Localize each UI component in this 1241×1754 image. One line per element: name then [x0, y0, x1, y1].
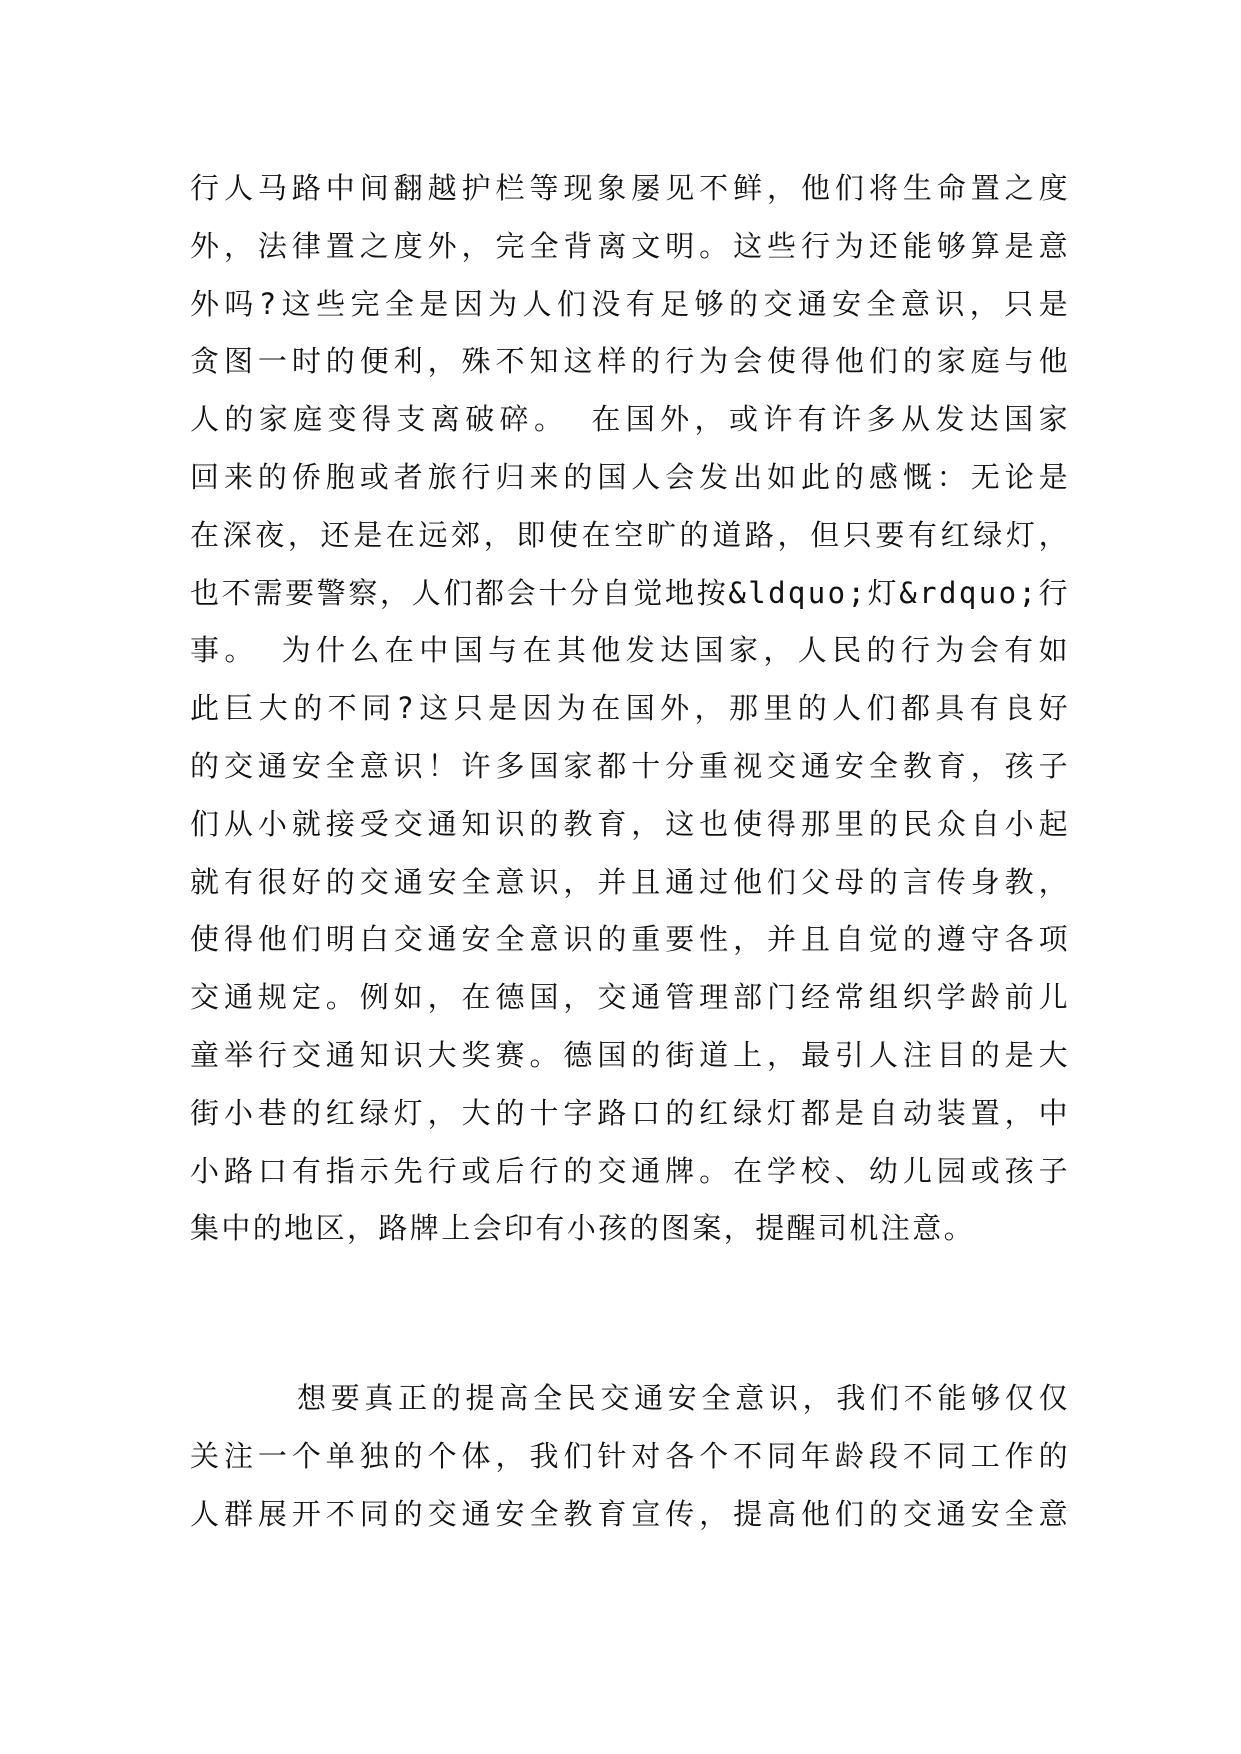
text-line: 童举行交通知识大奖赛。德国的街道上，最引人注目的是大 [190, 1037, 1070, 1072]
text-line: 也不需要警察，人们都会十分自觉地按&ldquo;灯&rdquo;行 [190, 575, 1070, 610]
text-line: 街小巷的红绿灯，大的十字路口的红绿灯都是自动装置，中 [190, 1095, 1070, 1130]
text-line: 关注一个单独的个体，我们针对各个不同年龄段不同工作的 [190, 1438, 1070, 1473]
text-line: 在深夜，还是在远郊，即使在空旷的道路，但只要有红绿灯， [190, 517, 1070, 552]
text-line: 外，法律置之度外，完全背离文明。这些行为还能够算是意 [190, 228, 1070, 263]
text-line: 外吗?这些完全是因为人们没有足够的交通安全意识，只是 [190, 286, 1070, 321]
text-line: 交通规定。例如，在德国，交通管理部门经常组织学龄前儿 [190, 980, 1070, 1015]
text-line: 小路口有指示先行或后行的交通牌。在学校、幼儿园或孩子 [190, 1153, 1070, 1188]
paragraph-1 [190, 160, 1070, 1258]
text-line: 的交通安全意识！许多国家都十分重视交通安全教育，孩子 [190, 748, 1070, 783]
text-line: 行人马路中间翻越护栏等现象屡见不鲜，他们将生命置之度 [190, 171, 1070, 205]
text-line: 此巨大的不同?这只是因为在国外，那里的人们都具有良好 [190, 691, 1070, 726]
text-line: 事。 为什么在中国与在其他发达国家，人民的行为会有如 [190, 633, 1070, 668]
text-line: 贪图一时的便利，殊不知这样的行为会使得他们的家庭与他 [190, 344, 1070, 379]
text-line: 人的家庭变得支离破碎。 在国外，或许有许多从发达国家 [190, 402, 1070, 437]
paragraph-2 [190, 1370, 1070, 1543]
text-line-last: 集中的地区，路牌上会印有小孩的图案，提醒司机注意。 [190, 1211, 976, 1246]
text-line: 就有很好的交通安全意识，并且通过他们父母的言传身教， [190, 864, 1070, 899]
text-line: 们从小就接受交通知识的教育，这也使得那里的民众自小起 [190, 806, 1070, 841]
text-line: 回来的侨胞或者旅行归来的国人会发出如此的感慨：无论是 [190, 459, 1070, 494]
text-line: 使得他们明白交通安全意识的重要性，并且自觉的遵守各项 [190, 922, 1070, 957]
text-line: 人群展开不同的交通安全教育宣传，提高他们的交通安全意 [190, 1496, 1070, 1531]
text-line-indented: 想要真正的提高全民交通安全意识，我们不能够仅仅 [297, 1381, 1070, 1415]
